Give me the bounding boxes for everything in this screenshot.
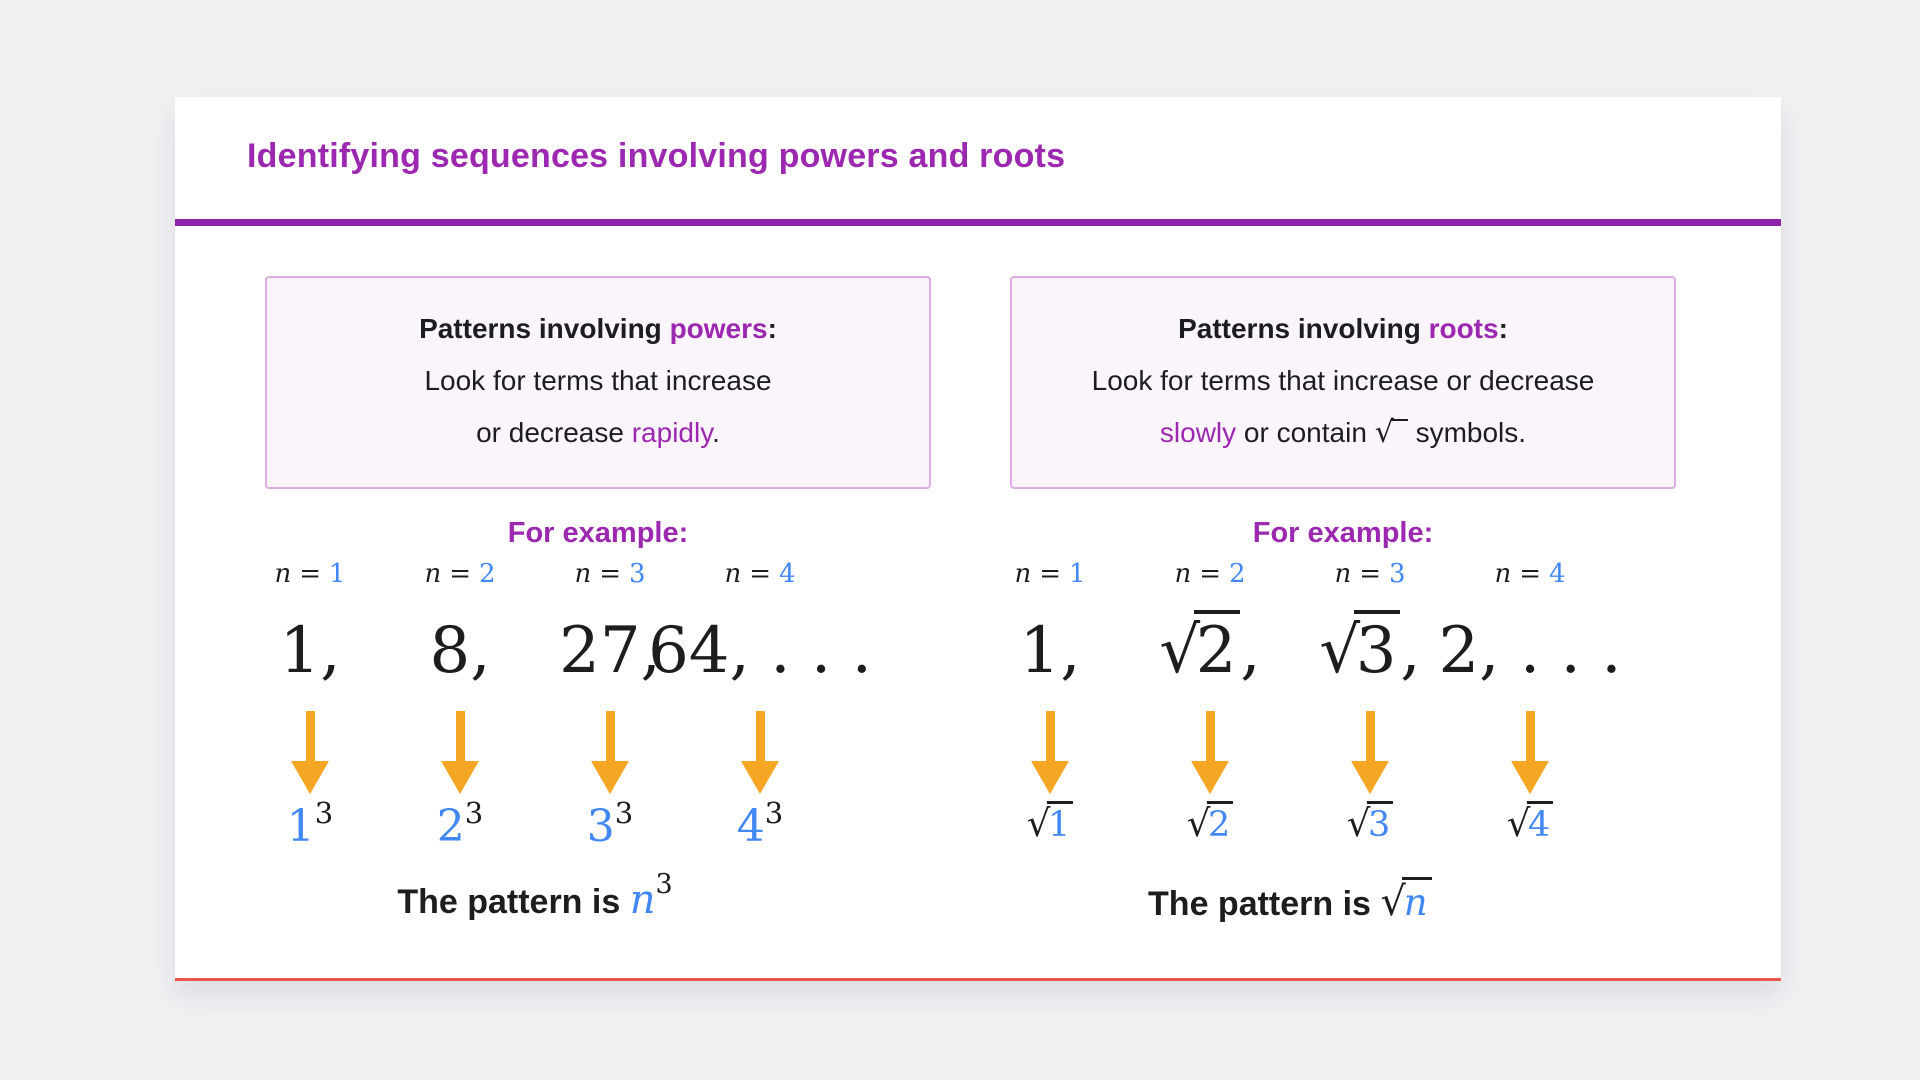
radical-icon: √ bbox=[1159, 614, 1201, 688]
n-value: 1 bbox=[329, 559, 346, 589]
powers-for-example-label: For example: bbox=[507, 517, 689, 549]
equals-sign: = bbox=[1519, 559, 1541, 589]
pattern-exponent: 3 bbox=[655, 868, 673, 900]
root-result bbox=[1347, 801, 1393, 875]
n-label bbox=[274, 559, 345, 603]
power-base: 3 bbox=[586, 801, 615, 852]
n-value: 3 bbox=[1389, 559, 1406, 589]
equals-sign: = bbox=[449, 559, 471, 589]
sequence-term: 8, bbox=[429, 614, 491, 688]
arrow-head bbox=[1031, 761, 1069, 794]
radicand: 3 bbox=[1354, 610, 1400, 690]
roots-for-example-label: For example: bbox=[1252, 517, 1434, 549]
pattern-variable: n bbox=[1402, 877, 1432, 926]
term-comma: , bbox=[1400, 614, 1421, 688]
roots-column-3 bbox=[1290, 559, 1450, 875]
roots-box-line3 bbox=[1012, 407, 1674, 459]
arrow-shaft bbox=[456, 711, 465, 761]
n-label bbox=[1494, 559, 1565, 603]
roots-column-1 bbox=[970, 559, 1130, 875]
powers-info-box bbox=[265, 276, 931, 489]
roots-column-4 bbox=[1438, 559, 1622, 875]
power-exponent: 3 bbox=[314, 796, 334, 831]
power-exponent: 3 bbox=[614, 796, 634, 831]
n-label bbox=[1174, 559, 1245, 603]
n-var: n bbox=[424, 559, 442, 589]
radicand: 2 bbox=[1207, 801, 1233, 846]
radical-vinculum bbox=[1391, 419, 1408, 445]
root-result bbox=[1187, 801, 1233, 875]
n-value: 2 bbox=[1229, 559, 1246, 589]
powers-box-line3 bbox=[267, 407, 929, 459]
radical-icon: √ bbox=[1186, 802, 1211, 845]
power-base: 4 bbox=[736, 801, 765, 852]
arrow-shaft bbox=[1526, 711, 1535, 761]
term-comma: , bbox=[1240, 614, 1261, 688]
radicand: 4 bbox=[1527, 801, 1553, 846]
equals-sign: = bbox=[749, 559, 771, 589]
arrow-shaft bbox=[606, 711, 615, 761]
n-var: n bbox=[724, 559, 742, 589]
arrow-head bbox=[1191, 761, 1229, 794]
sequence-term bbox=[1438, 603, 1621, 705]
radicand: 2 bbox=[1194, 610, 1240, 690]
power-result bbox=[586, 796, 634, 875]
sequence-term bbox=[1159, 603, 1260, 705]
arrow-head bbox=[1351, 761, 1389, 794]
n-label bbox=[424, 559, 495, 603]
powers-column-2 bbox=[385, 559, 535, 875]
roots-line3-mid: or contain bbox=[1236, 417, 1375, 448]
power-result bbox=[286, 796, 334, 875]
page-title: Identifying sequences involving powers and roots bbox=[247, 137, 1066, 175]
powers-box-line2: Look for terms that increase bbox=[424, 365, 772, 396]
pattern-text: The pattern is bbox=[397, 883, 630, 921]
n-value: 4 bbox=[779, 559, 796, 589]
roots-line3-accent: slowly bbox=[1159, 417, 1237, 448]
radical-icon: √ bbox=[1319, 614, 1361, 688]
power-base: 2 bbox=[436, 801, 465, 852]
power-exponent: 3 bbox=[464, 796, 484, 831]
n-value: 2 bbox=[479, 559, 496, 589]
power-base: 1 bbox=[286, 801, 315, 852]
arrow-shaft bbox=[1206, 711, 1215, 761]
radical-icon: √ bbox=[1380, 879, 1406, 925]
pattern-variable: n bbox=[629, 877, 656, 923]
arrow-head bbox=[1511, 761, 1549, 794]
powers-line3-prefix: or decrease bbox=[476, 417, 632, 448]
equals-sign: = bbox=[299, 559, 321, 589]
n-label bbox=[1014, 559, 1085, 603]
n-var: n bbox=[1494, 559, 1512, 589]
down-arrow-icon bbox=[591, 705, 629, 801]
powers-line3-suffix: . bbox=[712, 417, 720, 448]
powers-heading-accent: powers bbox=[669, 313, 768, 344]
roots-column-2 bbox=[1130, 559, 1290, 875]
radicand: 3 bbox=[1367, 801, 1393, 846]
n-var: n bbox=[1014, 559, 1032, 589]
roots-info-box bbox=[1010, 276, 1676, 489]
equals-sign: = bbox=[599, 559, 621, 589]
roots-sequence bbox=[970, 559, 1622, 875]
down-arrow-icon bbox=[741, 705, 779, 801]
root-result bbox=[1027, 801, 1073, 875]
down-arrow-icon bbox=[1511, 705, 1549, 801]
equals-sign: = bbox=[1359, 559, 1381, 589]
n-var: n bbox=[574, 559, 592, 589]
powers-line3-accent: rapidly bbox=[631, 417, 713, 448]
roots-line3-suffix: symbols. bbox=[1407, 417, 1527, 448]
n-var: n bbox=[1174, 559, 1192, 589]
down-arrow-icon bbox=[1031, 705, 1069, 801]
pattern-text: The pattern is bbox=[1148, 885, 1381, 923]
radical-icon: √ bbox=[1026, 802, 1051, 845]
sequence-term bbox=[1319, 603, 1420, 705]
power-exponent: 3 bbox=[764, 796, 784, 831]
slide-card bbox=[175, 97, 1781, 981]
arrow-shaft bbox=[1366, 711, 1375, 761]
n-label bbox=[1334, 559, 1405, 603]
radicand: 1 bbox=[1047, 801, 1073, 846]
roots-box-heading bbox=[1012, 303, 1674, 355]
roots-heading-prefix: Patterns involving bbox=[1178, 313, 1429, 344]
n-value: 3 bbox=[629, 559, 646, 589]
roots-box-line2: Look for terms that increase or decrease bbox=[1091, 365, 1595, 396]
title-divider bbox=[175, 219, 1781, 226]
powers-sequence bbox=[235, 559, 872, 875]
n-label bbox=[724, 559, 795, 603]
sequence-term: 1, bbox=[279, 614, 341, 688]
arrow-head bbox=[741, 761, 779, 794]
arrow-shaft bbox=[306, 711, 315, 761]
powers-pattern-statement bbox=[235, 868, 835, 923]
down-arrow-icon bbox=[441, 705, 479, 801]
power-result bbox=[736, 796, 784, 875]
roots-heading-accent: roots bbox=[1428, 313, 1499, 344]
roots-pattern-statement bbox=[970, 877, 1610, 926]
arrow-head bbox=[441, 761, 479, 794]
powers-column-1 bbox=[235, 559, 385, 875]
arrow-shaft bbox=[756, 711, 765, 761]
sequence-term: 27, bbox=[559, 614, 661, 688]
n-label bbox=[574, 559, 645, 603]
sequence-term bbox=[1019, 603, 1080, 705]
n-var: n bbox=[1334, 559, 1352, 589]
roots-heading-colon: : bbox=[1498, 313, 1508, 344]
equals-sign: = bbox=[1199, 559, 1221, 589]
powers-heading-prefix: Patterns involving bbox=[419, 313, 670, 344]
equals-sign: = bbox=[1039, 559, 1061, 589]
n-value: 1 bbox=[1069, 559, 1086, 589]
arrow-shaft bbox=[1046, 711, 1055, 761]
sequence-term: 64, . . . bbox=[648, 614, 872, 688]
down-arrow-icon bbox=[1351, 705, 1389, 801]
down-arrow-icon bbox=[1191, 705, 1229, 801]
n-var: n bbox=[274, 559, 292, 589]
radical-icon: √ bbox=[1346, 802, 1371, 845]
term-text: 1, bbox=[1019, 614, 1081, 688]
power-result bbox=[436, 796, 484, 875]
powers-column-4 bbox=[648, 559, 872, 875]
radical-icon: √ bbox=[1506, 802, 1531, 845]
powers-box-heading bbox=[267, 303, 929, 355]
arrow-head bbox=[591, 761, 629, 794]
term-text: 2, . . . bbox=[1438, 614, 1622, 688]
root-result bbox=[1507, 801, 1553, 875]
powers-heading-colon: : bbox=[767, 313, 777, 344]
arrow-head bbox=[291, 761, 329, 794]
radical-icon: √ bbox=[1374, 415, 1394, 450]
down-arrow-icon bbox=[291, 705, 329, 801]
n-value: 4 bbox=[1549, 559, 1566, 589]
